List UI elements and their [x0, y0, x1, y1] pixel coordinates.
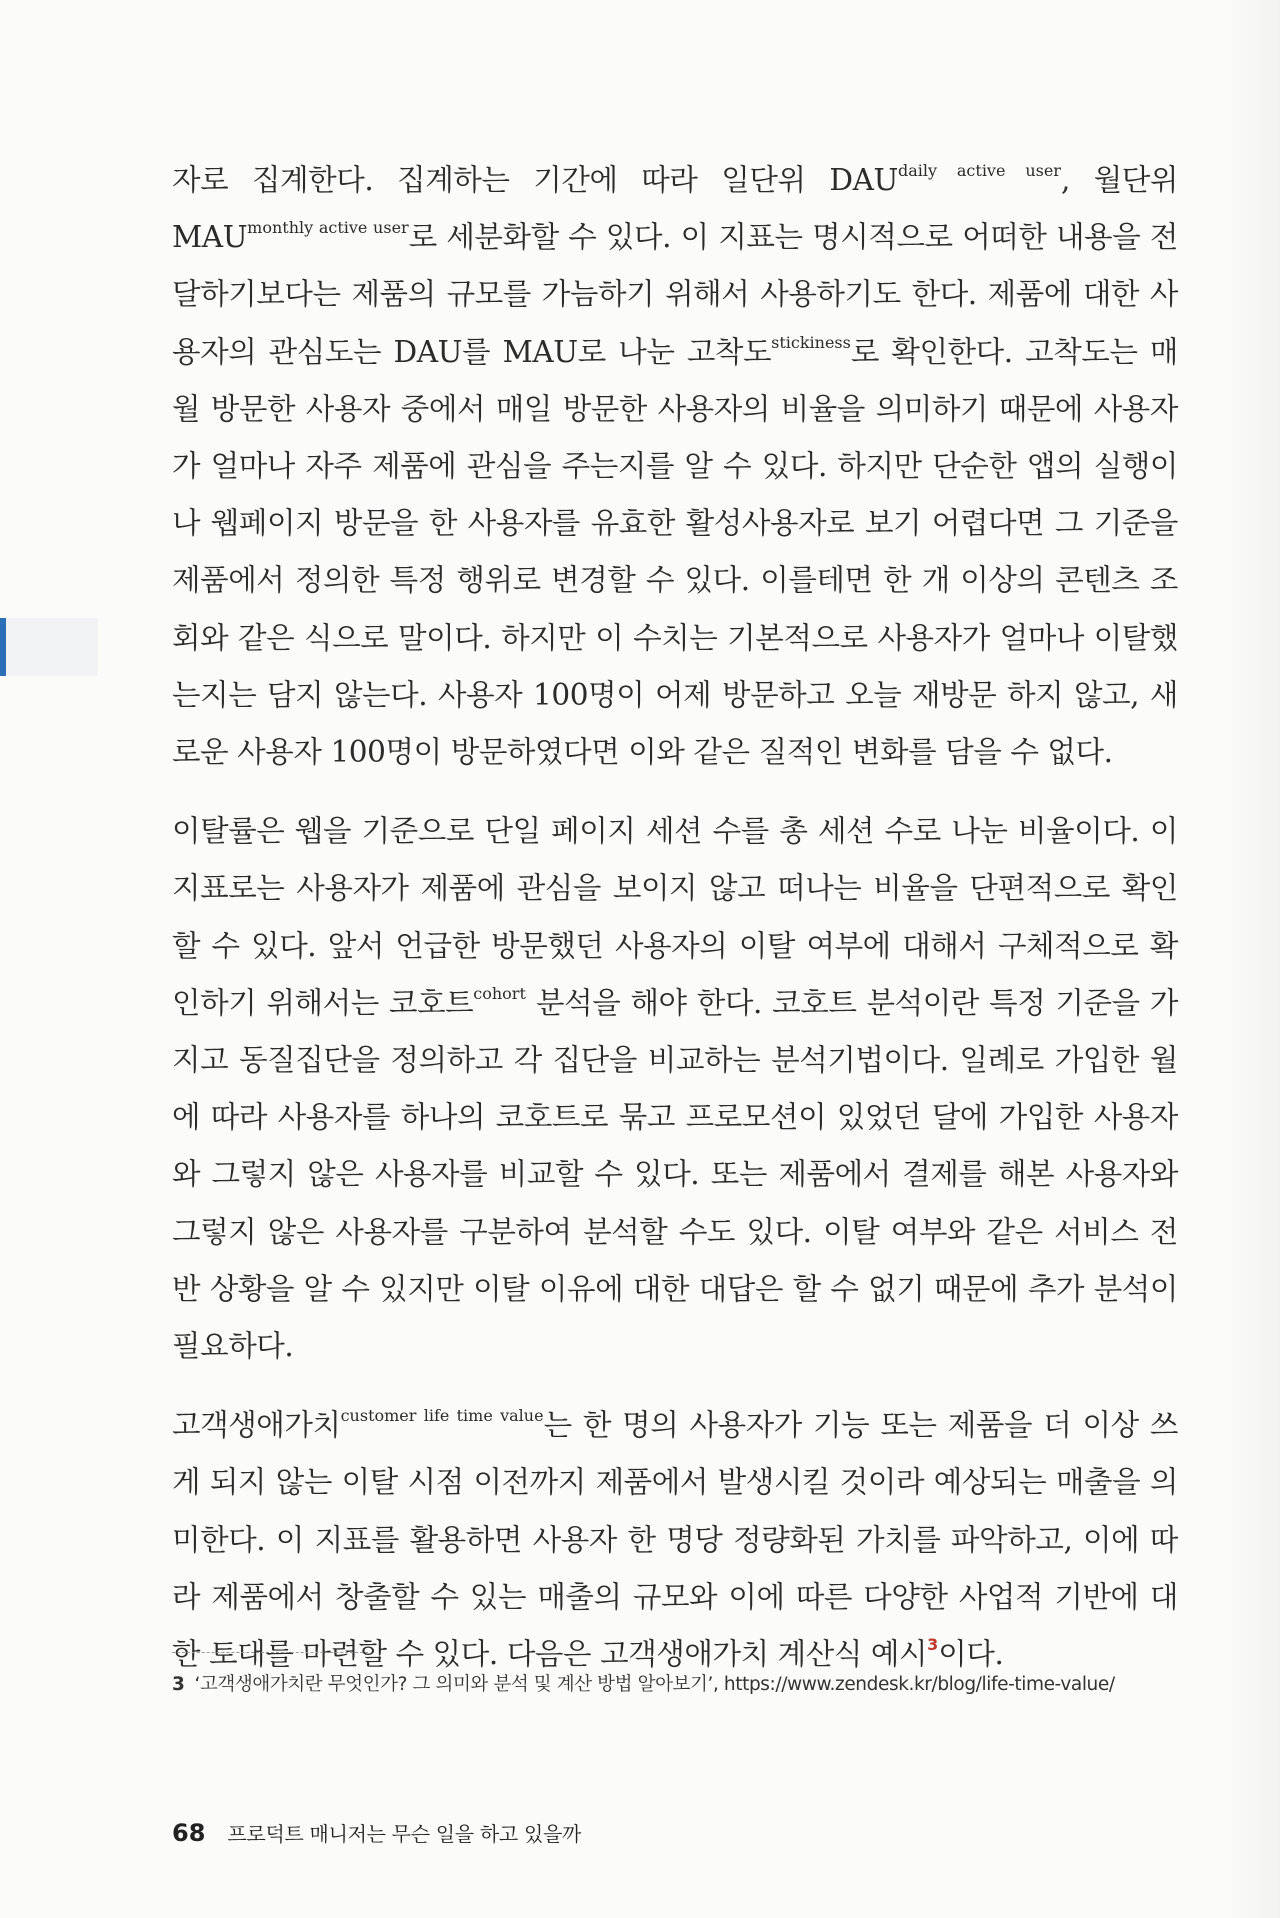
footnote-divider [172, 1652, 368, 1653]
english-term-gloss: customer life time value [340, 1406, 544, 1426]
chapter-edge-marker [0, 618, 6, 676]
text-run: 자로 집계한다. 집계하는 기간에 따라 일단위 DAU [172, 163, 898, 197]
running-title: 프로덕트 매니저는 무슨 일을 하고 있을까 [227, 1822, 582, 1846]
paragraph [172, 1397, 1178, 1683]
text-run: 는 한 명의 사용자가 기능 또는 제품을 더 이상 쓰게 되지 않는 이탈 시점 이전까지 제품에서 발생시킬 것이라 예상되는 매출을 의미한다. 이 지표를 활용하면 사용자 한 명당 정량화된 가치를 파악하고, 이에 따라 제품에서 창출할 수 있는 매출의 규모와 이에 따른 다양한 사업적 기반에 대한 토대를 마련할 수 있다. 다음은 고객생애가치 계산식 예시 [172, 1408, 1178, 1672]
text-run: 이탈률은 웹을 기준으로 단일 페이지 세션 수를 총 세션 수로 나눈 비율이다. 이 지표로는 사용자가 제품에 관심을 보이지 않고 떠나는 비율을 단편적으로 확인할 수 있다. 앞서 언급한 방문했던 사용자의 이탈 여부에 대해서 구체적으로 확인하기 위해서는 코호트 [172, 814, 1178, 1020]
footnote [172, 1670, 1182, 1696]
paragraph [172, 803, 1178, 1375]
english-term-gloss: stickiness [771, 332, 851, 352]
text-run: 이다. [938, 1637, 1004, 1672]
page-footer [172, 1818, 581, 1847]
text-run: 고객생애가치 [172, 1408, 341, 1443]
text-run: 분석을 해야 한다. 코호트 분석이란 특정 기준을 가지고 동질집단을 정의하고 각 집단을 비교하는 분석기법이다. 일례로 가입한 월에 따라 사용자를 하나의 코호트로 묶고 프로모션이 있었던 달에 가입한 사용자와 그렇지 않은 사용자를 비교할 수 있다. 또는 제품에서 결제를 해본 사용자와 그렇지 않은 사용자를 구분하여 분석할 수도 있다. 이탈 여부와 같은 서비스 전반 상황을 알 수 있지만 이탈 이유에 대한 대답은 할 수 없기 때문에 추가 분석이 필요하다. [172, 985, 1178, 1364]
text-run: 로 세분화할 수 있다. 이 지표는 명시적으로 어떠한 내용을 전달하기보다는 제품의 규모를 가늠하기 위해서 사용하기도 한다. 제품에 대한 사용자의 관심도는 DAU를 MAU로 나눈 고착도 [172, 220, 1178, 369]
page-gutter-shadow [1220, 0, 1280, 1918]
chapter-edge-tab [6, 618, 98, 676]
footnote-number: 3 [172, 1674, 185, 1695]
text-run: 로 확인한다. 고착도는 매월 방문한 사용자 중에서 매일 방문한 사용자의 비율을 의미하기 때문에 사용자가 얼마나 자주 제품에 관심을 주는지를 알 수 있다. 하지만 단순한 앱의 실행이나 웹페이지 방문을 한 사용자를 유효한 활성사용자로 보기 어렵다면 그 기준을 제품에서 정의한 특정 행위로 변경할 수 있다. 이를테면 한 개 이상의 콘텐츠 조회와 같은 식으로 말이다. 하지만 이 수치는 기본적으로 사용자가 얼마나 이탈했는지는 담지 않는다. 사용자 100명이 어제 방문하고 오늘 재방문 하지 않고, 새로운 사용자 100명이 방문하였다면 이와 같은 질적인 변화를 담을 수 없다. [172, 334, 1178, 770]
paragraph [172, 152, 1178, 781]
english-term-gloss: cohort [473, 983, 526, 1003]
footnote-reference-mark: 3 [927, 1635, 939, 1655]
text-run: , 월단위 MAU [172, 163, 1178, 255]
page-number: 68 [172, 1819, 206, 1847]
body-text [172, 152, 1178, 1683]
english-term-gloss: daily active user [897, 161, 1061, 180]
english-term-gloss: monthly active user [247, 218, 409, 238]
footnote-text: ‘고객생애가치란 무엇인가? 그 의미와 분석 및 계산 방법 알아보기’, https://www.zendesk.kr/blog/life-time-value/ [194, 1674, 1115, 1695]
